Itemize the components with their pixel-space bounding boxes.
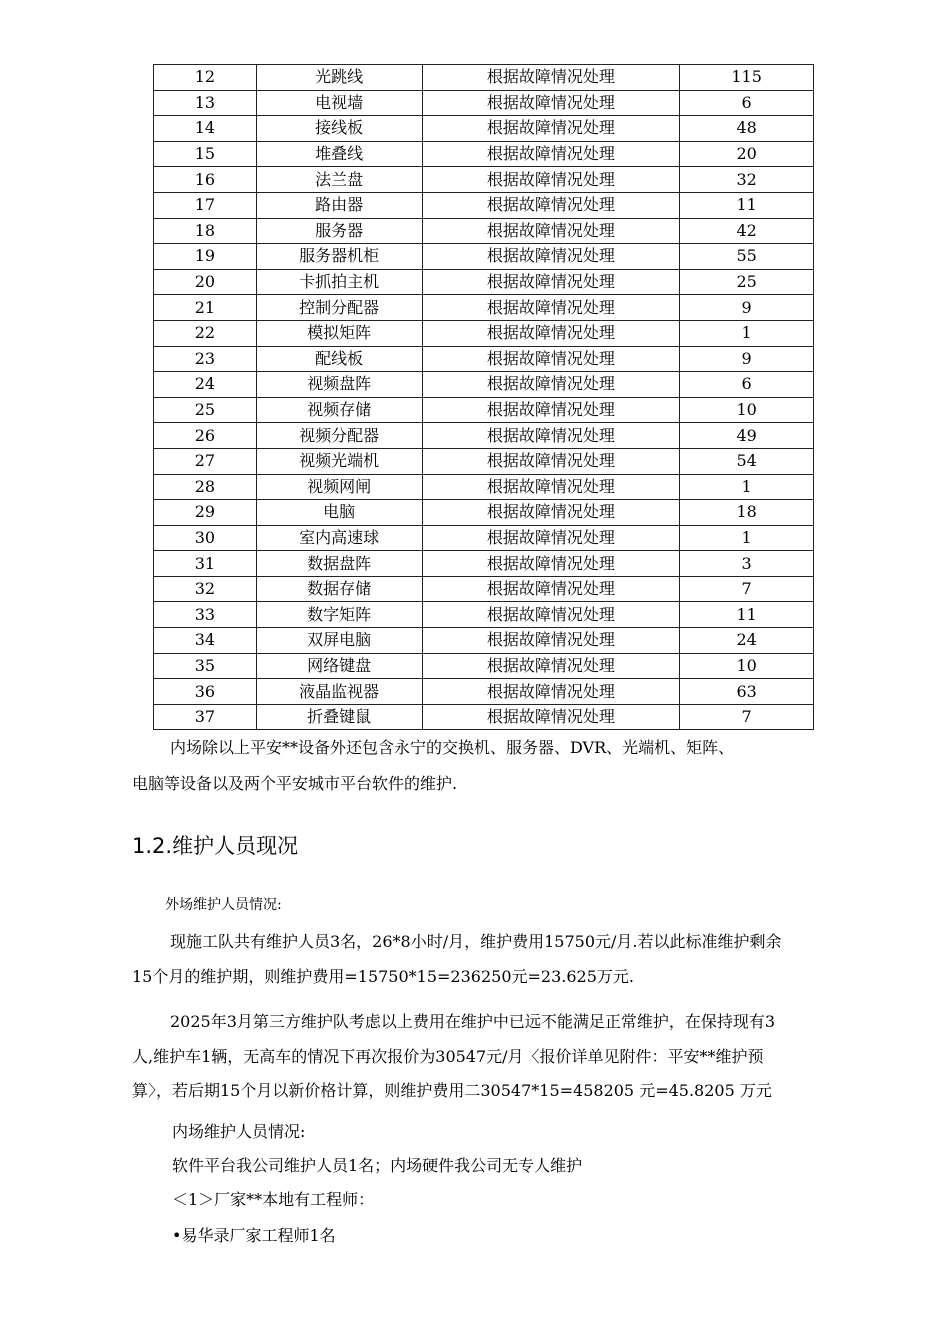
cell-name: 接线板 (256, 116, 422, 142)
cell-name: 光跳线 (256, 65, 422, 91)
para1-line-1: 现施工队共有维护人员3名，26*8小时/月，维护费用15750元/月.若以此标准维护剩余 (170, 932, 782, 951)
cell-no: 20 (154, 269, 257, 295)
cell-method: 根据故障情况处理 (422, 90, 680, 116)
cell-no: 33 (154, 602, 257, 628)
table-row (154, 474, 814, 500)
table-row (154, 704, 814, 730)
cell-name: 数字矩阵 (256, 602, 422, 628)
vendor-item-1: •易华录厂家工程师1名 (172, 1226, 336, 1245)
vendor-header: ＜1＞厂家**本地有工程师： (172, 1190, 375, 1209)
equipment-table-body (154, 65, 814, 730)
infield-label: 内场维护人员情况: (172, 1122, 306, 1141)
cell-name: 液晶监视器 (256, 679, 422, 705)
cell-qty: 1 (680, 320, 814, 346)
cell-qty: 24 (680, 628, 814, 654)
cell-qty: 10 (680, 397, 814, 423)
cell-name: 路由器 (256, 192, 422, 218)
cell-qty: 49 (680, 423, 814, 449)
cell-name: 堆叠线 (256, 141, 422, 167)
cell-qty: 55 (680, 244, 814, 270)
cell-no: 17 (154, 192, 257, 218)
cell-name: 数据盘阵 (256, 551, 422, 577)
cell-name: 视频网闸 (256, 474, 422, 500)
cell-method: 根据故障情况处理 (422, 244, 680, 270)
cell-qty: 3 (680, 551, 814, 577)
cell-method: 根据故障情况处理 (422, 525, 680, 551)
cell-qty: 11 (680, 602, 814, 628)
cell-no: 36 (154, 679, 257, 705)
cell-name: 双屏电脑 (256, 628, 422, 654)
table-row (154, 602, 814, 628)
table-row (154, 525, 814, 551)
table-row (154, 679, 814, 705)
cell-no: 19 (154, 244, 257, 270)
equipment-table (153, 64, 814, 730)
table-row (154, 192, 814, 218)
cell-name: 折叠键鼠 (256, 704, 422, 730)
cell-qty: 7 (680, 576, 814, 602)
cell-no: 25 (154, 397, 257, 423)
cell-no: 37 (154, 704, 257, 730)
cell-name: 视频光端机 (256, 448, 422, 474)
table-row (154, 448, 814, 474)
cell-qty: 18 (680, 500, 814, 526)
para2-line-3: 算〉，若后期15个月以新价格计算，则维护费用二30547*15=458205 元=45.8205 万元 (132, 1081, 772, 1100)
cell-method: 根据故障情况处理 (422, 653, 680, 679)
para2-line-2: 人,维护车1辆，无高车的情况下再次报价为30547元/月〈报价详单见附件：平安**维护预 (132, 1047, 764, 1066)
para1-line-2: 15个月的维护期，则维护费用=15750*15=236250元=23.625万元. (132, 967, 634, 986)
table-row (154, 346, 814, 372)
cell-no: 32 (154, 576, 257, 602)
table-row (154, 423, 814, 449)
cell-qty: 10 (680, 653, 814, 679)
cell-no: 18 (154, 218, 257, 244)
cell-name: 卡抓拍主机 (256, 269, 422, 295)
cell-method: 根据故障情况处理 (422, 423, 680, 449)
table-row (154, 397, 814, 423)
cell-name: 视频存储 (256, 397, 422, 423)
table-row (154, 551, 814, 577)
cell-no: 14 (154, 116, 257, 142)
cell-qty: 9 (680, 295, 814, 321)
table-row (154, 141, 814, 167)
cell-method: 根据故障情况处理 (422, 397, 680, 423)
cell-method: 根据故障情况处理 (422, 269, 680, 295)
table-row (154, 116, 814, 142)
cell-method: 根据故障情况处理 (422, 167, 680, 193)
cell-no: 26 (154, 423, 257, 449)
cell-name: 控制分配器 (256, 295, 422, 321)
cell-method: 根据故障情况处理 (422, 628, 680, 654)
cell-method: 根据故障情况处理 (422, 679, 680, 705)
outfield-label: 外场维护人员情况: (165, 897, 282, 913)
cell-method: 根据故障情况处理 (422, 116, 680, 142)
cell-method: 根据故障情况处理 (422, 141, 680, 167)
cell-method: 根据故障情况处理 (422, 602, 680, 628)
cell-qty: 32 (680, 167, 814, 193)
table-row (154, 576, 814, 602)
cell-no: 24 (154, 372, 257, 398)
cell-method: 根据故障情况处理 (422, 474, 680, 500)
cell-no: 27 (154, 448, 257, 474)
cell-method: 根据故障情况处理 (422, 218, 680, 244)
cell-method: 根据故障情况处理 (422, 448, 680, 474)
cell-qty: 54 (680, 448, 814, 474)
cell-no: 12 (154, 65, 257, 91)
table-row (154, 65, 814, 91)
cell-qty: 7 (680, 704, 814, 730)
cell-qty: 63 (680, 679, 814, 705)
table-row (154, 90, 814, 116)
cell-qty: 42 (680, 218, 814, 244)
note-line-2: 电脑等设备以及两个平安城市平台软件的维护. (132, 774, 458, 793)
cell-no: 21 (154, 295, 257, 321)
cell-name: 数据存储 (256, 576, 422, 602)
cell-qty: 11 (680, 192, 814, 218)
cell-name: 服务器 (256, 218, 422, 244)
cell-name: 网络键盘 (256, 653, 422, 679)
cell-method: 根据故障情况处理 (422, 551, 680, 577)
cell-qty: 1 (680, 525, 814, 551)
table-row (154, 244, 814, 270)
cell-name: 室内高速球 (256, 525, 422, 551)
table-row (154, 628, 814, 654)
cell-name: 电视墙 (256, 90, 422, 116)
cell-qty: 6 (680, 372, 814, 398)
cell-no: 29 (154, 500, 257, 526)
note-line-1: 内场除以上平安**设备外还包含永宁的交换机、服务器、DVR、光端机、矩阵、 (170, 738, 735, 757)
cell-method: 根据故障情况处理 (422, 295, 680, 321)
cell-method: 根据故障情况处理 (422, 320, 680, 346)
cell-no: 13 (154, 90, 257, 116)
table-row (154, 295, 814, 321)
cell-name: 法兰盘 (256, 167, 422, 193)
cell-name: 模拟矩阵 (256, 320, 422, 346)
cell-name: 电脑 (256, 500, 422, 526)
cell-qty: 6 (680, 90, 814, 116)
cell-no: 16 (154, 167, 257, 193)
cell-method: 根据故障情况处理 (422, 576, 680, 602)
cell-qty: 1 (680, 474, 814, 500)
cell-no: 34 (154, 628, 257, 654)
table-row (154, 167, 814, 193)
cell-no: 35 (154, 653, 257, 679)
table-row (154, 372, 814, 398)
cell-no: 15 (154, 141, 257, 167)
cell-name: 服务器机柜 (256, 244, 422, 270)
cell-method: 根据故障情况处理 (422, 704, 680, 730)
para2-line-1: 2025年3月第三方维护队考虑以上费用在维护中已远不能满足正常维护，在保持现有3 (170, 1012, 776, 1031)
cell-name: 配线板 (256, 346, 422, 372)
cell-qty: 25 (680, 269, 814, 295)
cell-method: 根据故障情况处理 (422, 372, 680, 398)
cell-qty: 115 (680, 65, 814, 91)
table-row (154, 269, 814, 295)
cell-no: 31 (154, 551, 257, 577)
cell-method: 根据故障情况处理 (422, 346, 680, 372)
cell-method: 根据故障情况处理 (422, 192, 680, 218)
table-row (154, 218, 814, 244)
cell-method: 根据故障情况处理 (422, 65, 680, 91)
cell-name: 视频分配器 (256, 423, 422, 449)
cell-no: 23 (154, 346, 257, 372)
cell-no: 28 (154, 474, 257, 500)
cell-qty: 48 (680, 116, 814, 142)
infield-line-1: 软件平台我公司维护人员1名；内场硬件我公司无专人维护 (172, 1156, 583, 1175)
cell-qty: 20 (680, 141, 814, 167)
section-title: 1.2.维护人员现况 (132, 834, 299, 858)
cell-name: 视频盘阵 (256, 372, 422, 398)
table-row (154, 320, 814, 346)
cell-no: 30 (154, 525, 257, 551)
cell-no: 22 (154, 320, 257, 346)
cell-method: 根据故障情况处理 (422, 500, 680, 526)
table-row (154, 653, 814, 679)
cell-qty: 9 (680, 346, 814, 372)
table-row (154, 500, 814, 526)
